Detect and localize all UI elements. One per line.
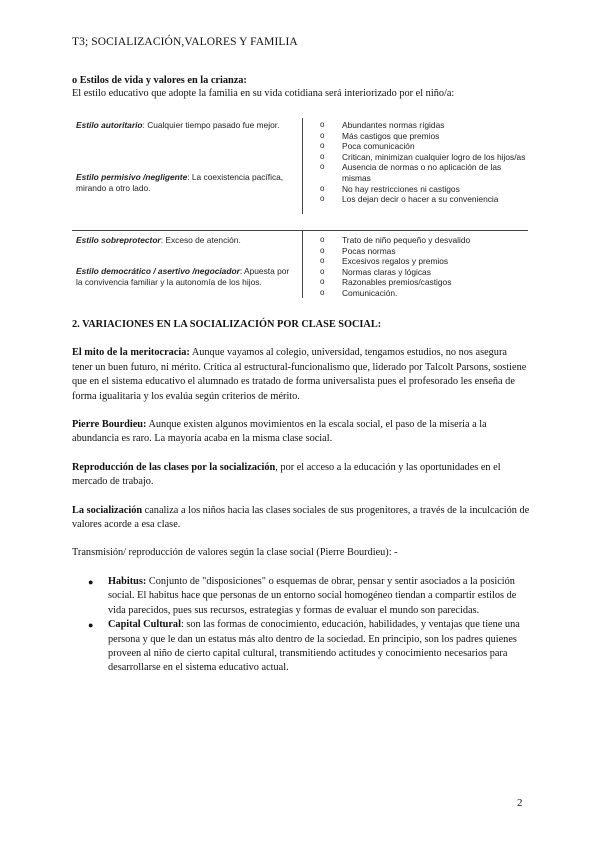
list-item: o Trato de niño pequeño y desvalido: [320, 235, 471, 245]
style-desc: : Exceso de atención.: [160, 235, 241, 245]
list-item: o Comunicación.: [320, 287, 398, 298]
list-item-capital: ● Capital Cultural: son las formas de conocimiento, educación, habilidades, y ventajas que tiene una persona y que le dan un estatus más alto dentro de la sociedad. En principio, son los padres quienes proveen al niño de cierto capital cultural, transmitiendo actitudes y conocimiento necesarios para desarrollarse en el sistema educativo actual.: [88, 619, 520, 674]
heading-text: Estilos de vida y valores en la crianza:: [79, 75, 247, 86]
style-label: Estilo permisivo /negligente: [76, 172, 188, 182]
style-overprotective: [76, 235, 292, 246]
traits-list: [320, 120, 530, 205]
traits-list: [320, 235, 530, 299]
list-item: o No hay restricciones ni castigos: [320, 183, 460, 194]
paragraph-bourdieu: Pierre Bourdieu: Aunque existen algunos movimientos en la escala social, el paso de la miseria a la abundancia es raro. La mayoría acaba en la misma clase social.: [72, 419, 487, 445]
parenting-table-2: [72, 230, 528, 298]
style-label: Estilo sobreprotector: [76, 235, 161, 245]
page-header: T3; SOCIALIZACIÓN,VALORES Y FAMILIA: [72, 36, 298, 48]
paragraph-socialization: La socialización canaliza a los niños hacia las clases sociales de sus progenitores, a través de la inculcación de valores acorde a esa clase.: [72, 504, 530, 531]
section-heading: 2. VARIACIONES EN LA SOCIALIZACIÓN POR CLASE SOCIAL:: [72, 319, 382, 330]
page-number: 2: [517, 797, 523, 809]
list-item: o Normas claras y lógicas: [320, 266, 431, 277]
section-heading: [72, 74, 532, 87]
table-top-rule: [72, 230, 528, 231]
style-democratic: [76, 266, 292, 287]
list-item: o Pocas normas: [320, 245, 396, 256]
list-item: o Abundantes normas rígidas: [320, 120, 445, 130]
table-divider: [302, 118, 303, 214]
paragraph-transmission: Transmisión/ reproducción de valores según la clase social (Pierre Bourdieu): -: [72, 547, 398, 559]
list-item: o Ausencia de normas o no aplicación de las mismas: [320, 162, 502, 183]
style-authoritarian: [76, 120, 292, 131]
paragraph-meritocracy: El mito de la meritocracia: Aunque vayamos al colegio, universidad, tengamos estudios, no nos asegura tener un buen futuro, ni mérito. Crítica al estructural-funcionalismo que, liderado por Talcolt Parsons, sostiene que en el sistema educativo el alumnado es tratado de forma universalista pues el profesorado les enseña de forma igualitaria y los evalúa según criterios de mérito.: [72, 347, 527, 402]
section-lifestyles: [72, 74, 532, 100]
parenting-table-1: [72, 118, 528, 214]
style-label: Estilo democrático / asertivo /negociador: [76, 266, 240, 276]
list-item: o Poca comunicación: [320, 141, 415, 152]
list-item: o Más castigos que premios: [320, 130, 440, 141]
table-divider: [302, 230, 303, 298]
list-item: o Razonables premios/castigos: [320, 277, 452, 288]
list-item: o Excesivos regalos y premios: [320, 256, 449, 267]
list-item: o Critican, minimizan cualquier logro de los hijos/as: [320, 151, 526, 162]
section-social-class: [72, 318, 530, 676]
style-desc: : Apuesta por la convivencia familiar y la autonomía de los hijos.: [76, 266, 290, 287]
section-intro: El estilo educativo que adopte la familia en su vida cotidiana será interiorizado por el niño/a:: [72, 88, 455, 99]
style-permissive: [76, 172, 292, 193]
heading-bullet: o: [72, 75, 78, 86]
style-label: Estilo autoritario: [76, 120, 143, 130]
list-item: o Los dejan decir o hacer a su conveniencia: [320, 194, 499, 205]
paragraph-reproduction: Reproducción de las clases por la socialización, por el acceso a la educación y las oportunidades en el mercado de trabajo.: [72, 461, 501, 488]
bullet-list: [72, 575, 530, 676]
style-desc: : Cualquier tiempo pasado fue mejor.: [142, 120, 280, 130]
list-item-habitus: ● Habitus: Conjunto de "disposiciones" o esquemas de obrar, pensar y sentir asociados a la posición social. El habitus hace que personas de un entorno social homogéneo tiendan a compartir estilos de vida parecidos, pues sus recursos, estrategias y formas de evaluar el mundo son parecidas.: [88, 575, 517, 616]
style-desc: : La coexistencia pacífica, mirando a otro lado.: [76, 172, 284, 193]
